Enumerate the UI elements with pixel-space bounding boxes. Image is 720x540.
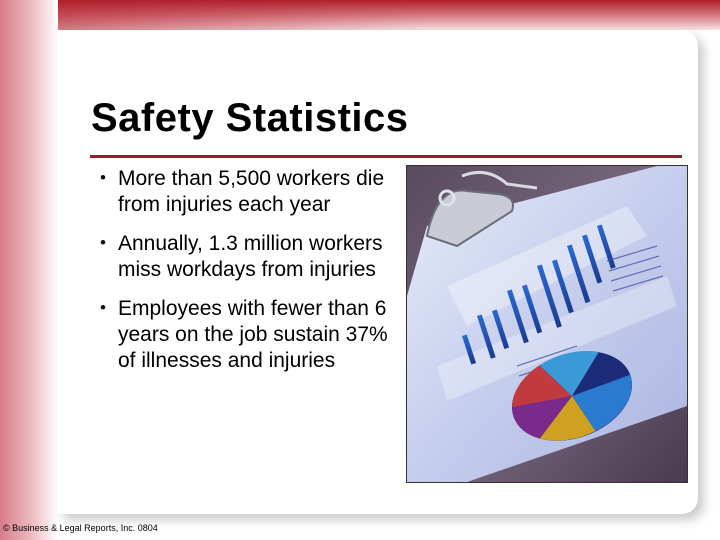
bullet-text: Employees with fewer than 6 years on the job sustain 37% of illnesses and injuries [118,297,388,372]
bullet-item [96,231,396,283]
bullet-icon: • [100,233,106,252]
title-rule [90,155,682,158]
bullet-text: More than 5,500 workers die from injuries each year [118,167,385,216]
bullet-item [96,166,396,218]
bullet-item [96,296,396,374]
bullet-icon: • [100,298,106,317]
photo-illustration [407,166,687,482]
bullet-icon: • [100,168,106,187]
bullet-text: Annually, 1.3 million workers miss workdays from injuries [118,232,383,281]
clipboard-chart-photo [406,165,688,483]
bullet-list [96,166,396,387]
left-gradient [0,0,58,540]
header-gradient-overlay [0,0,720,34]
slide-title: Safety Statistics [91,96,409,140]
copyright-footer: © Business & Legal Reports, Inc. 0804 [3,523,158,533]
